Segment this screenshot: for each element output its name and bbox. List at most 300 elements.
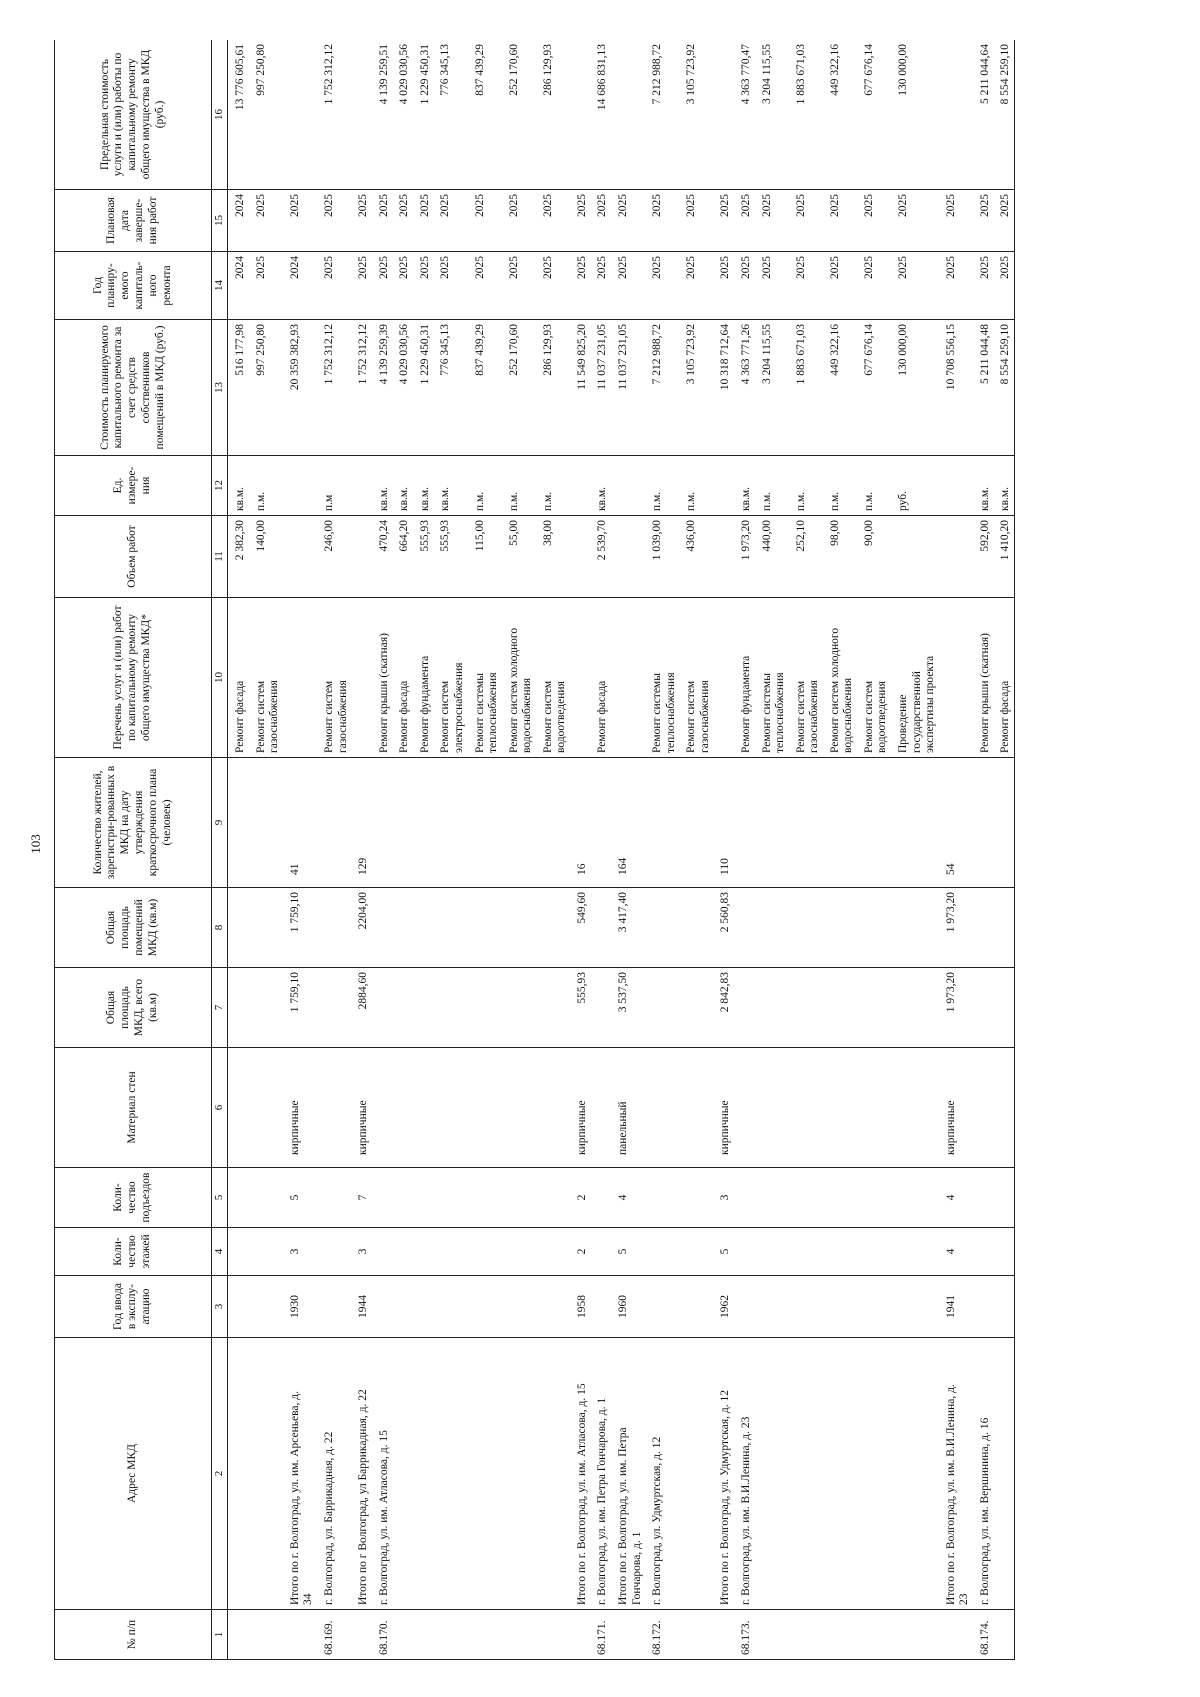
cell-planned-cost: 20 359 382,93 — [283, 320, 317, 456]
cell-commission-year — [679, 1276, 713, 1338]
cell-residents — [645, 758, 679, 888]
cell-commission-year — [973, 1276, 994, 1338]
cell-planned-cost: 130 000,00 — [891, 320, 939, 456]
cell-floors — [433, 1228, 467, 1276]
cell-row-number — [789, 1610, 823, 1660]
column-number-row — [212, 40, 228, 1660]
cell-wall-material — [857, 1048, 891, 1168]
cell-entrances: 3 — [713, 1168, 734, 1228]
cell-max-cost: 13 776 605,61 — [228, 40, 249, 190]
cell-entrances — [502, 1168, 536, 1228]
cell-max-cost — [713, 40, 734, 190]
cell-premises-area — [228, 888, 249, 968]
cell-floors — [536, 1228, 570, 1276]
cell-repair-year: 2025 — [823, 252, 857, 320]
header-cell: Адрес МКД — [55, 1338, 212, 1610]
cell-max-cost — [570, 40, 591, 190]
header-cell: Предельная стоимость услуги и (или) работы по капитальному ремонту общего имущества в МКД (руб.) — [55, 40, 212, 190]
cell-work-volume: 246,00 — [317, 516, 351, 598]
cell-residents — [228, 758, 249, 888]
cell-commission-year — [993, 1276, 1014, 1338]
cell-max-cost: 4 363 770,47 — [734, 40, 755, 190]
cell-address: г. Волгоград, ул. им. Петра Гончарова, д. 1 — [590, 1338, 611, 1610]
cell-total-area — [536, 968, 570, 1048]
cell-commission-year — [502, 1276, 536, 1338]
cell-address: Итого по г. Волгоград, ул. Удмуртская, д. 12 — [713, 1338, 734, 1610]
cell-commission-year — [392, 1276, 413, 1338]
cell-premises-area — [372, 888, 393, 968]
cell-completion-date: 2025 — [891, 190, 939, 252]
cell-premises-area — [645, 888, 679, 968]
cell-unit: п.м. — [502, 456, 536, 516]
cell-completion-date: 2025 — [857, 190, 891, 252]
cell-work-volume: 555,93 — [433, 516, 467, 598]
cell-planned-cost: 11 037 231,05 — [590, 320, 611, 456]
cell-max-cost: 449 322,16 — [823, 40, 857, 190]
cell-total-area — [372, 968, 393, 1048]
cell-completion-date: 2025 — [433, 190, 467, 252]
cell-commission-year: 1958 — [570, 1276, 591, 1338]
cell-wall-material — [679, 1048, 713, 1168]
cell-work-type — [611, 598, 645, 758]
table-row — [789, 40, 823, 1660]
cell-entrances — [372, 1168, 393, 1228]
cell-planned-cost: 286 129,93 — [536, 320, 570, 456]
cell-entrances — [317, 1168, 351, 1228]
rotated-table-container — [54, 40, 1151, 1660]
cell-completion-date: 2025 — [973, 190, 994, 252]
cell-commission-year — [372, 1276, 393, 1338]
cell-entrances — [392, 1168, 413, 1228]
cell-total-area — [590, 968, 611, 1048]
cell-address: г. Волгоград, ул. Удмуртская, д. 12 — [645, 1338, 679, 1610]
cell-unit: п.м. — [645, 456, 679, 516]
cell-work-type: Ремонт фасада — [392, 598, 413, 758]
cell-entrances: 2 — [570, 1168, 591, 1228]
cell-unit: кв.м. — [590, 456, 611, 516]
cell-total-area — [317, 968, 351, 1048]
cell-floors — [679, 1228, 713, 1276]
cell-row-number — [468, 1610, 502, 1660]
cell-premises-area — [590, 888, 611, 968]
cell-unit: п.м. — [857, 456, 891, 516]
cell-address — [823, 1338, 857, 1610]
cell-completion-date: 2025 — [590, 190, 611, 252]
cell-completion-date: 2025 — [611, 190, 645, 252]
cell-total-area: 1 759,10 — [283, 968, 317, 1048]
cell-completion-date: 2025 — [679, 190, 713, 252]
document-page — [54, 40, 1151, 1660]
cell-wall-material: кирпичные — [939, 1048, 973, 1168]
cell-premises-area: 1 973,20 — [939, 888, 973, 968]
cell-total-area — [228, 968, 249, 1048]
table-row — [249, 40, 283, 1660]
cell-completion-date: 2025 — [351, 190, 372, 252]
cell-max-cost: 286 129,93 — [536, 40, 570, 190]
cell-unit — [939, 456, 973, 516]
cell-address — [891, 1338, 939, 1610]
cell-row-number: 68.171. — [590, 1610, 611, 1660]
cell-residents: 54 — [939, 758, 973, 888]
cell-repair-year: 2025 — [502, 252, 536, 320]
cell-max-cost: 3 105 723,92 — [679, 40, 713, 190]
table-row — [891, 40, 939, 1660]
cell-total-area: 555,93 — [570, 968, 591, 1048]
cell-wall-material: кирпичные — [283, 1048, 317, 1168]
cell-entrances: 7 — [351, 1168, 372, 1228]
cell-completion-date: 2024 — [228, 190, 249, 252]
cell-total-area — [993, 968, 1014, 1048]
table-row — [468, 40, 502, 1660]
cell-max-cost: 252 170,60 — [502, 40, 536, 190]
cell-work-volume: 90,00 — [857, 516, 891, 598]
cell-residents — [317, 758, 351, 888]
cell-total-area — [502, 968, 536, 1048]
cell-work-type: Проведение государственной экспертизы проекта — [891, 598, 939, 758]
cell-residents — [823, 758, 857, 888]
cell-work-volume: 55,00 — [502, 516, 536, 598]
cell-floors — [228, 1228, 249, 1276]
cell-completion-date: 2025 — [468, 190, 502, 252]
cell-work-type — [570, 598, 591, 758]
cell-commission-year — [823, 1276, 857, 1338]
cell-max-cost: 14 686 831,13 — [590, 40, 611, 190]
cell-floors: 3 — [283, 1228, 317, 1276]
cell-commission-year: 1944 — [351, 1276, 372, 1338]
cell-repair-year: 2025 — [713, 252, 734, 320]
cell-wall-material — [590, 1048, 611, 1168]
cell-unit: п.м. — [468, 456, 502, 516]
cell-work-volume: 440,00 — [755, 516, 789, 598]
cell-planned-cost: 8 554 259,10 — [993, 320, 1014, 456]
table-row — [433, 40, 467, 1660]
cell-commission-year — [789, 1276, 823, 1338]
cell-address — [536, 1338, 570, 1610]
cell-row-number: 68.170. — [372, 1610, 393, 1660]
cell-premises-area: 549,60 — [570, 888, 591, 968]
cell-premises-area — [317, 888, 351, 968]
cell-repair-year: 2025 — [755, 252, 789, 320]
cell-repair-year: 2025 — [249, 252, 283, 320]
cell-max-cost: 3 204 115,55 — [755, 40, 789, 190]
cell-floors — [857, 1228, 891, 1276]
cell-entrances: 4 — [939, 1168, 973, 1228]
cell-row-number: 68.174. — [973, 1610, 994, 1660]
cell-repair-year: 2024 — [283, 252, 317, 320]
cell-commission-year — [249, 1276, 283, 1338]
cell-address — [468, 1338, 502, 1610]
cell-repair-year: 2025 — [590, 252, 611, 320]
cell-completion-date: 2025 — [249, 190, 283, 252]
cell-unit: кв.м. — [993, 456, 1014, 516]
cell-residents — [590, 758, 611, 888]
cell-row-number — [249, 1610, 283, 1660]
cell-planned-cost: 5 211 044,48 — [973, 320, 994, 456]
cell-row-number — [713, 1610, 734, 1660]
cell-row-number — [413, 1610, 434, 1660]
cell-row-number — [228, 1610, 249, 1660]
cell-row-number — [502, 1610, 536, 1660]
cell-wall-material — [823, 1048, 857, 1168]
cell-repair-year: 2025 — [611, 252, 645, 320]
cell-commission-year — [536, 1276, 570, 1338]
header-cell: Материал стен — [55, 1048, 212, 1168]
cell-unit — [570, 456, 591, 516]
table-row — [502, 40, 536, 1660]
cell-premises-area: 1 759,10 — [283, 888, 317, 968]
cell-premises-area — [536, 888, 570, 968]
cell-residents: 41 — [283, 758, 317, 888]
cell-work-volume: 252,10 — [789, 516, 823, 598]
cell-floors: 2 — [570, 1228, 591, 1276]
cell-address: Итого по г. Волгоград, ул. им. Арсеньева, д. 34 — [283, 1338, 317, 1610]
cell-premises-area — [823, 888, 857, 968]
table-row — [973, 40, 994, 1660]
cell-completion-date: 2025 — [755, 190, 789, 252]
cell-address — [228, 1338, 249, 1610]
cell-entrances — [413, 1168, 434, 1228]
cell-work-volume: 436,00 — [679, 516, 713, 598]
table-row — [590, 40, 611, 1660]
cell-work-volume: 664,20 — [392, 516, 413, 598]
cell-entrances — [789, 1168, 823, 1228]
cell-completion-date: 2025 — [939, 190, 973, 252]
cell-total-area — [857, 968, 891, 1048]
header-cell: Коли-чество подъездов — [55, 1168, 212, 1228]
cell-entrances — [857, 1168, 891, 1228]
cell-floors — [993, 1228, 1014, 1276]
cell-commission-year: 1962 — [713, 1276, 734, 1338]
cell-work-type — [351, 598, 372, 758]
cell-floors — [789, 1228, 823, 1276]
cell-residents — [392, 758, 413, 888]
column-number: 16 — [212, 40, 228, 190]
cell-work-type: Ремонт систем холодного водоснабжения — [823, 598, 857, 758]
cell-wall-material — [413, 1048, 434, 1168]
cell-commission-year — [891, 1276, 939, 1338]
cell-repair-year: 2025 — [413, 252, 434, 320]
cell-work-volume — [891, 516, 939, 598]
cell-wall-material — [372, 1048, 393, 1168]
cell-row-number — [283, 1610, 317, 1660]
cell-wall-material: панельный — [611, 1048, 645, 1168]
cell-residents — [857, 758, 891, 888]
cell-work-type: Ремонт систем газоснабжения — [249, 598, 283, 758]
cell-total-area — [468, 968, 502, 1048]
cell-row-number — [939, 1610, 973, 1660]
cell-planned-cost: 252 170,60 — [502, 320, 536, 456]
cell-work-type — [939, 598, 973, 758]
table-row — [228, 40, 249, 1660]
cell-work-type: Ремонт фасада — [228, 598, 249, 758]
cell-completion-date: 2025 — [317, 190, 351, 252]
table-row — [713, 40, 734, 1660]
cell-work-volume: 2 382,30 — [228, 516, 249, 598]
cell-floors — [891, 1228, 939, 1276]
cell-floors — [468, 1228, 502, 1276]
cell-address: г. Волгоград, ул. им. Атласова, д. 15 — [372, 1338, 393, 1610]
cell-unit — [283, 456, 317, 516]
column-number: 9 — [212, 758, 228, 888]
cell-address: Итого по г. Волгоград, ул. им. Петра Гончарова, д. 1 — [611, 1338, 645, 1610]
cell-floors — [823, 1228, 857, 1276]
table-row — [611, 40, 645, 1660]
cell-premises-area: 2 560,83 — [713, 888, 734, 968]
table-row — [536, 40, 570, 1660]
cell-planned-cost: 7 212 988,72 — [645, 320, 679, 456]
cell-floors: 4 — [939, 1228, 973, 1276]
cell-floors — [755, 1228, 789, 1276]
cell-max-cost: 7 212 988,72 — [645, 40, 679, 190]
cell-planned-cost: 4 029 030,56 — [392, 320, 413, 456]
cell-floors: 3 — [351, 1228, 372, 1276]
cell-max-cost: 997 250,80 — [249, 40, 283, 190]
cell-wall-material — [317, 1048, 351, 1168]
cell-premises-area — [392, 888, 413, 968]
cell-address — [502, 1338, 536, 1610]
cell-premises-area: 3 417,40 — [611, 888, 645, 968]
cell-floors — [734, 1228, 755, 1276]
cell-premises-area — [433, 888, 467, 968]
header-cell: Перечень услуг и (или) работ по капитальному ремонту общего имущества МКД* — [55, 598, 212, 758]
cell-premises-area — [468, 888, 502, 968]
cell-row-number: 68.169. — [317, 1610, 351, 1660]
cell-wall-material: кирпичные — [713, 1048, 734, 1168]
cell-max-cost: 1 752 312,12 — [317, 40, 351, 190]
cell-planned-cost: 449 322,16 — [823, 320, 857, 456]
cell-work-type: Ремонт систем водоотведения — [857, 598, 891, 758]
cell-unit: п.м — [317, 456, 351, 516]
capital-repair-table — [54, 40, 1015, 1660]
cell-wall-material — [891, 1048, 939, 1168]
cell-planned-cost: 837 439,29 — [468, 320, 502, 456]
cell-completion-date: 2025 — [713, 190, 734, 252]
cell-unit: кв.м. — [734, 456, 755, 516]
column-number: 7 — [212, 968, 228, 1048]
cell-completion-date: 2025 — [789, 190, 823, 252]
header-cell: Год ввода в эксплу-атацию — [55, 1276, 212, 1338]
cell-wall-material — [973, 1048, 994, 1168]
cell-wall-material — [433, 1048, 467, 1168]
cell-planned-cost: 10 708 556,15 — [939, 320, 973, 456]
cell-unit: кв.м. — [973, 456, 994, 516]
table-row — [413, 40, 434, 1660]
cell-entrances — [755, 1168, 789, 1228]
cell-entrances — [679, 1168, 713, 1228]
cell-entrances — [645, 1168, 679, 1228]
column-number: 3 — [212, 1276, 228, 1338]
header-cell: Стоимость планируемого капитального ремонта за счет средств собственников помещений в МКД (руб.) — [55, 320, 212, 456]
cell-address — [433, 1338, 467, 1610]
cell-max-cost: 837 439,29 — [468, 40, 502, 190]
cell-work-volume: 38,00 — [536, 516, 570, 598]
cell-completion-date: 2025 — [823, 190, 857, 252]
cell-residents — [536, 758, 570, 888]
cell-residents — [891, 758, 939, 888]
cell-completion-date: 2025 — [570, 190, 591, 252]
cell-repair-year: 2025 — [317, 252, 351, 320]
cell-residents — [679, 758, 713, 888]
cell-repair-year: 2025 — [973, 252, 994, 320]
cell-address — [993, 1338, 1014, 1610]
cell-commission-year — [468, 1276, 502, 1338]
cell-completion-date: 2025 — [502, 190, 536, 252]
table-row — [823, 40, 857, 1660]
cell-wall-material — [228, 1048, 249, 1168]
cell-premises-area — [857, 888, 891, 968]
cell-work-volume: 98,00 — [823, 516, 857, 598]
cell-max-cost: 5 211 044,64 — [973, 40, 994, 190]
header-cell: Объем работ — [55, 516, 212, 598]
cell-residents: 129 — [351, 758, 372, 888]
cell-row-number: 68.173. — [734, 1610, 755, 1660]
cell-address: г. Волгоград, ул. им. Вершинина, д. 16 — [973, 1338, 994, 1610]
cell-commission-year: 1930 — [283, 1276, 317, 1338]
cell-premises-area — [891, 888, 939, 968]
column-number: 4 — [212, 1228, 228, 1276]
column-number: 8 — [212, 888, 228, 968]
cell-total-area: 2884,60 — [351, 968, 372, 1048]
cell-entrances — [228, 1168, 249, 1228]
cell-total-area — [891, 968, 939, 1048]
cell-total-area — [734, 968, 755, 1048]
cell-completion-date: 2025 — [993, 190, 1014, 252]
cell-planned-cost: 3 204 115,55 — [755, 320, 789, 456]
cell-premises-area — [789, 888, 823, 968]
cell-planned-cost: 1 752 312,12 — [317, 320, 351, 456]
cell-residents — [755, 758, 789, 888]
cell-planned-cost: 10 318 712,64 — [713, 320, 734, 456]
cell-entrances — [891, 1168, 939, 1228]
column-number: 6 — [212, 1048, 228, 1168]
header-cell: Общая площадь помещений МКД (кв.м) — [55, 888, 212, 968]
cell-premises-area — [993, 888, 1014, 968]
cell-entrances — [993, 1168, 1014, 1228]
cell-max-cost: 4 139 259,51 — [372, 40, 393, 190]
cell-floors: 5 — [713, 1228, 734, 1276]
cell-wall-material — [993, 1048, 1014, 1168]
cell-unit: п.м. — [823, 456, 857, 516]
cell-max-cost: 8 554 259,10 — [993, 40, 1014, 190]
cell-commission-year: 1960 — [611, 1276, 645, 1338]
cell-repair-year: 2025 — [891, 252, 939, 320]
header-cell: Ед. измере-ния — [55, 456, 212, 516]
cell-repair-year: 2025 — [351, 252, 372, 320]
header-cell: № п/п — [55, 1610, 212, 1660]
cell-work-volume: 555,93 — [413, 516, 434, 598]
cell-completion-date: 2025 — [392, 190, 413, 252]
cell-residents — [993, 758, 1014, 888]
cell-work-volume — [570, 516, 591, 598]
cell-residents: 16 — [570, 758, 591, 888]
cell-wall-material — [536, 1048, 570, 1168]
cell-max-cost — [611, 40, 645, 190]
cell-work-type — [713, 598, 734, 758]
table-body — [228, 40, 1015, 1660]
cell-commission-year — [590, 1276, 611, 1338]
table-row — [351, 40, 372, 1660]
cell-repair-year: 2025 — [372, 252, 393, 320]
cell-repair-year: 2025 — [993, 252, 1014, 320]
cell-premises-area — [755, 888, 789, 968]
cell-unit — [713, 456, 734, 516]
cell-address — [857, 1338, 891, 1610]
table-row — [993, 40, 1014, 1660]
cell-max-cost: 1 229 450,31 — [413, 40, 434, 190]
cell-residents — [468, 758, 502, 888]
cell-work-type: Ремонт фундамента — [413, 598, 434, 758]
cell-total-area — [973, 968, 994, 1048]
